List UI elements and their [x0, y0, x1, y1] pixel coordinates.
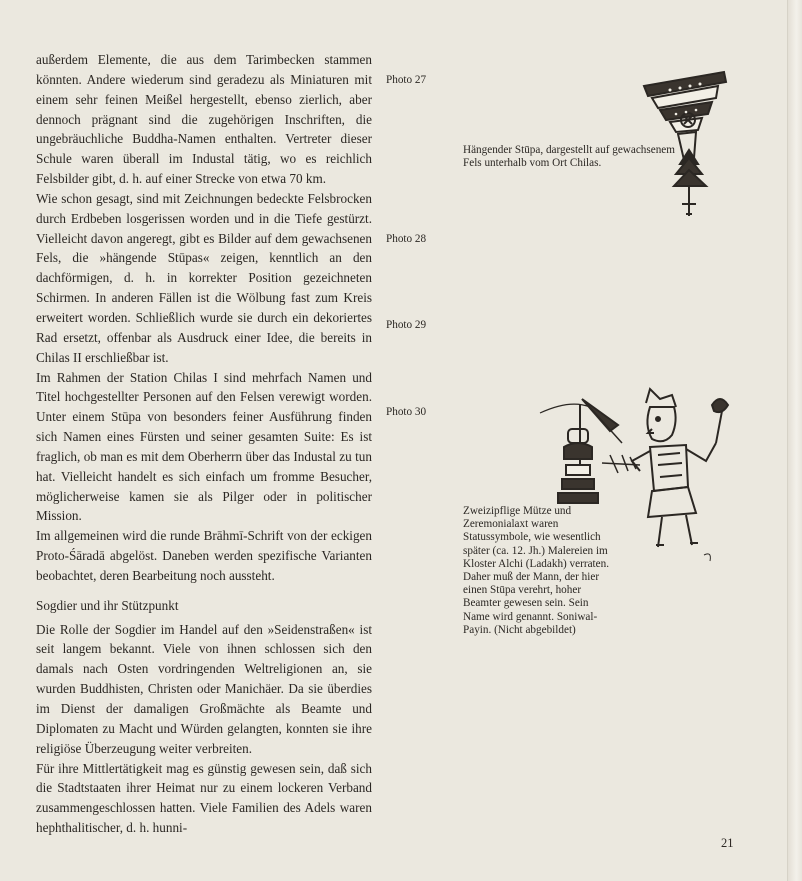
page-edge [787, 0, 802, 881]
section-heading: Sogdier und ihr Stützpunkt [36, 597, 179, 613]
paragraph-5: Die Rolle der Sogdier im Handel auf den »Seidenstraßen« ist seit langem bekannt. Viele von ihnen schlossen sich den damals nach Osten vordringenden Weltreligionen an, sie wurden Buddhisten, Christen oder Manichäer. Da sie überdies im Dienst der damaligen Großmächte als Beamte und Diplomaten zu Macht und Würden gelangten, konnten sie ihre religiöse Überzeugung weiter verbreiten. [36, 621, 372, 756]
photo-ref-29: Photo 29 [386, 319, 427, 331]
main-text-column [36, 50, 372, 838]
photo-ref-30: Photo 30 [386, 406, 427, 418]
paragraph-4: Im allgemeinen wird die runde Brāhmī-Schrift von der eckigen Proto-Śāradā abgelöst. Daneben werden spezifische Varianten beobachtet, deren Bearbeitung noch aussteht. [36, 528, 372, 583]
hanging-stupa-drawing [640, 68, 740, 218]
photo-ref-27: Photo 27 [386, 74, 427, 86]
caption-figure: Zweizipflige Mütze und Zeremonialaxt waren Statussymbole, wie wesentlich später (ca. 12. Jh.) Malereien im Kloster Alchi (Ladakh) verraten. Daher muß der Mann, der hier einen Stūpa verehrt, hoher Beamter gewesen sein. Sein Name wird genannt. Soniwal-Payin. (Nicht abgebildet) [463, 505, 609, 636]
caption-stupa: Hängender Stūpa, dargestellt auf gewachsenem Fels unterhalb vom Ort Chilas. [463, 144, 675, 170]
photo-ref-28: Photo 28 [386, 233, 427, 245]
page-number: 21 [721, 836, 734, 850]
paragraph-3: Im Rahmen der Station Chilas I sind mehrfach Namen und Titel hochgestellter Personen auf den Felsen verewigt worden. Unter einem Stūpa von besonders feiner Ausführung finden sich Namen eines Fürsten und seiner gesamten Suite: Es ist fraglich, ob man es mit dem Oberherrn über das Industal zu tun hat. Vielleicht handelt es sich einfach um fromme Besucher, möglicherweise kamen sie als Pilger oder in politischer Mission. [36, 369, 372, 524]
paragraph-6: Für ihre Mittlertätigkeit mag es günstig gewesen sein, daß sich die Stadtstaaten ihrer Heimat nur zu einem lockeren Verband zusammengeschlossen hatten. Viele Familien des Adels waren hephthalitischer, d. h. hunni- [36, 760, 372, 836]
paragraph-2: Wie schon gesagt, sind mit Zeichnungen bedeckte Felsbrocken durch Erdbeben losgerissen worden und in die Tiefe gestürzt. Vielleicht davon angeregt, gibt es Bilder auf dem gewachsenen Fels, die »hängende Stūpas« zeigen, kenntlich an den dachförmigen, d. h. in korrekter Position gezeichneten Schirmen. In anderen Fällen ist die Wölbung fast zum Kreis erweitert worden. Schließlich wurde sie durch ein dekoriertes Rad ersetzt, offenbar als Ausdruck einer Idee, die bereits in Chilas II erschließbar ist. [36, 190, 372, 365]
paragraph-1: außerdem Elemente, die aus dem Tarimbecken stammen könnten. Andere wiederum sind geradezu als Miniaturen mit einem sehr feinen Meißel hergestellt, ebenso zierlich, aber dennoch prägnant sind die zugehörigen Inschriften, die ungebräuchliche Buddha-Namen enthalten. Vertreter dieser Schule waren überall im Industal tätig, wo es reichlich Felsbilder gibt, d. h. auf einer Strecke von etwa 70 km. [36, 52, 372, 187]
